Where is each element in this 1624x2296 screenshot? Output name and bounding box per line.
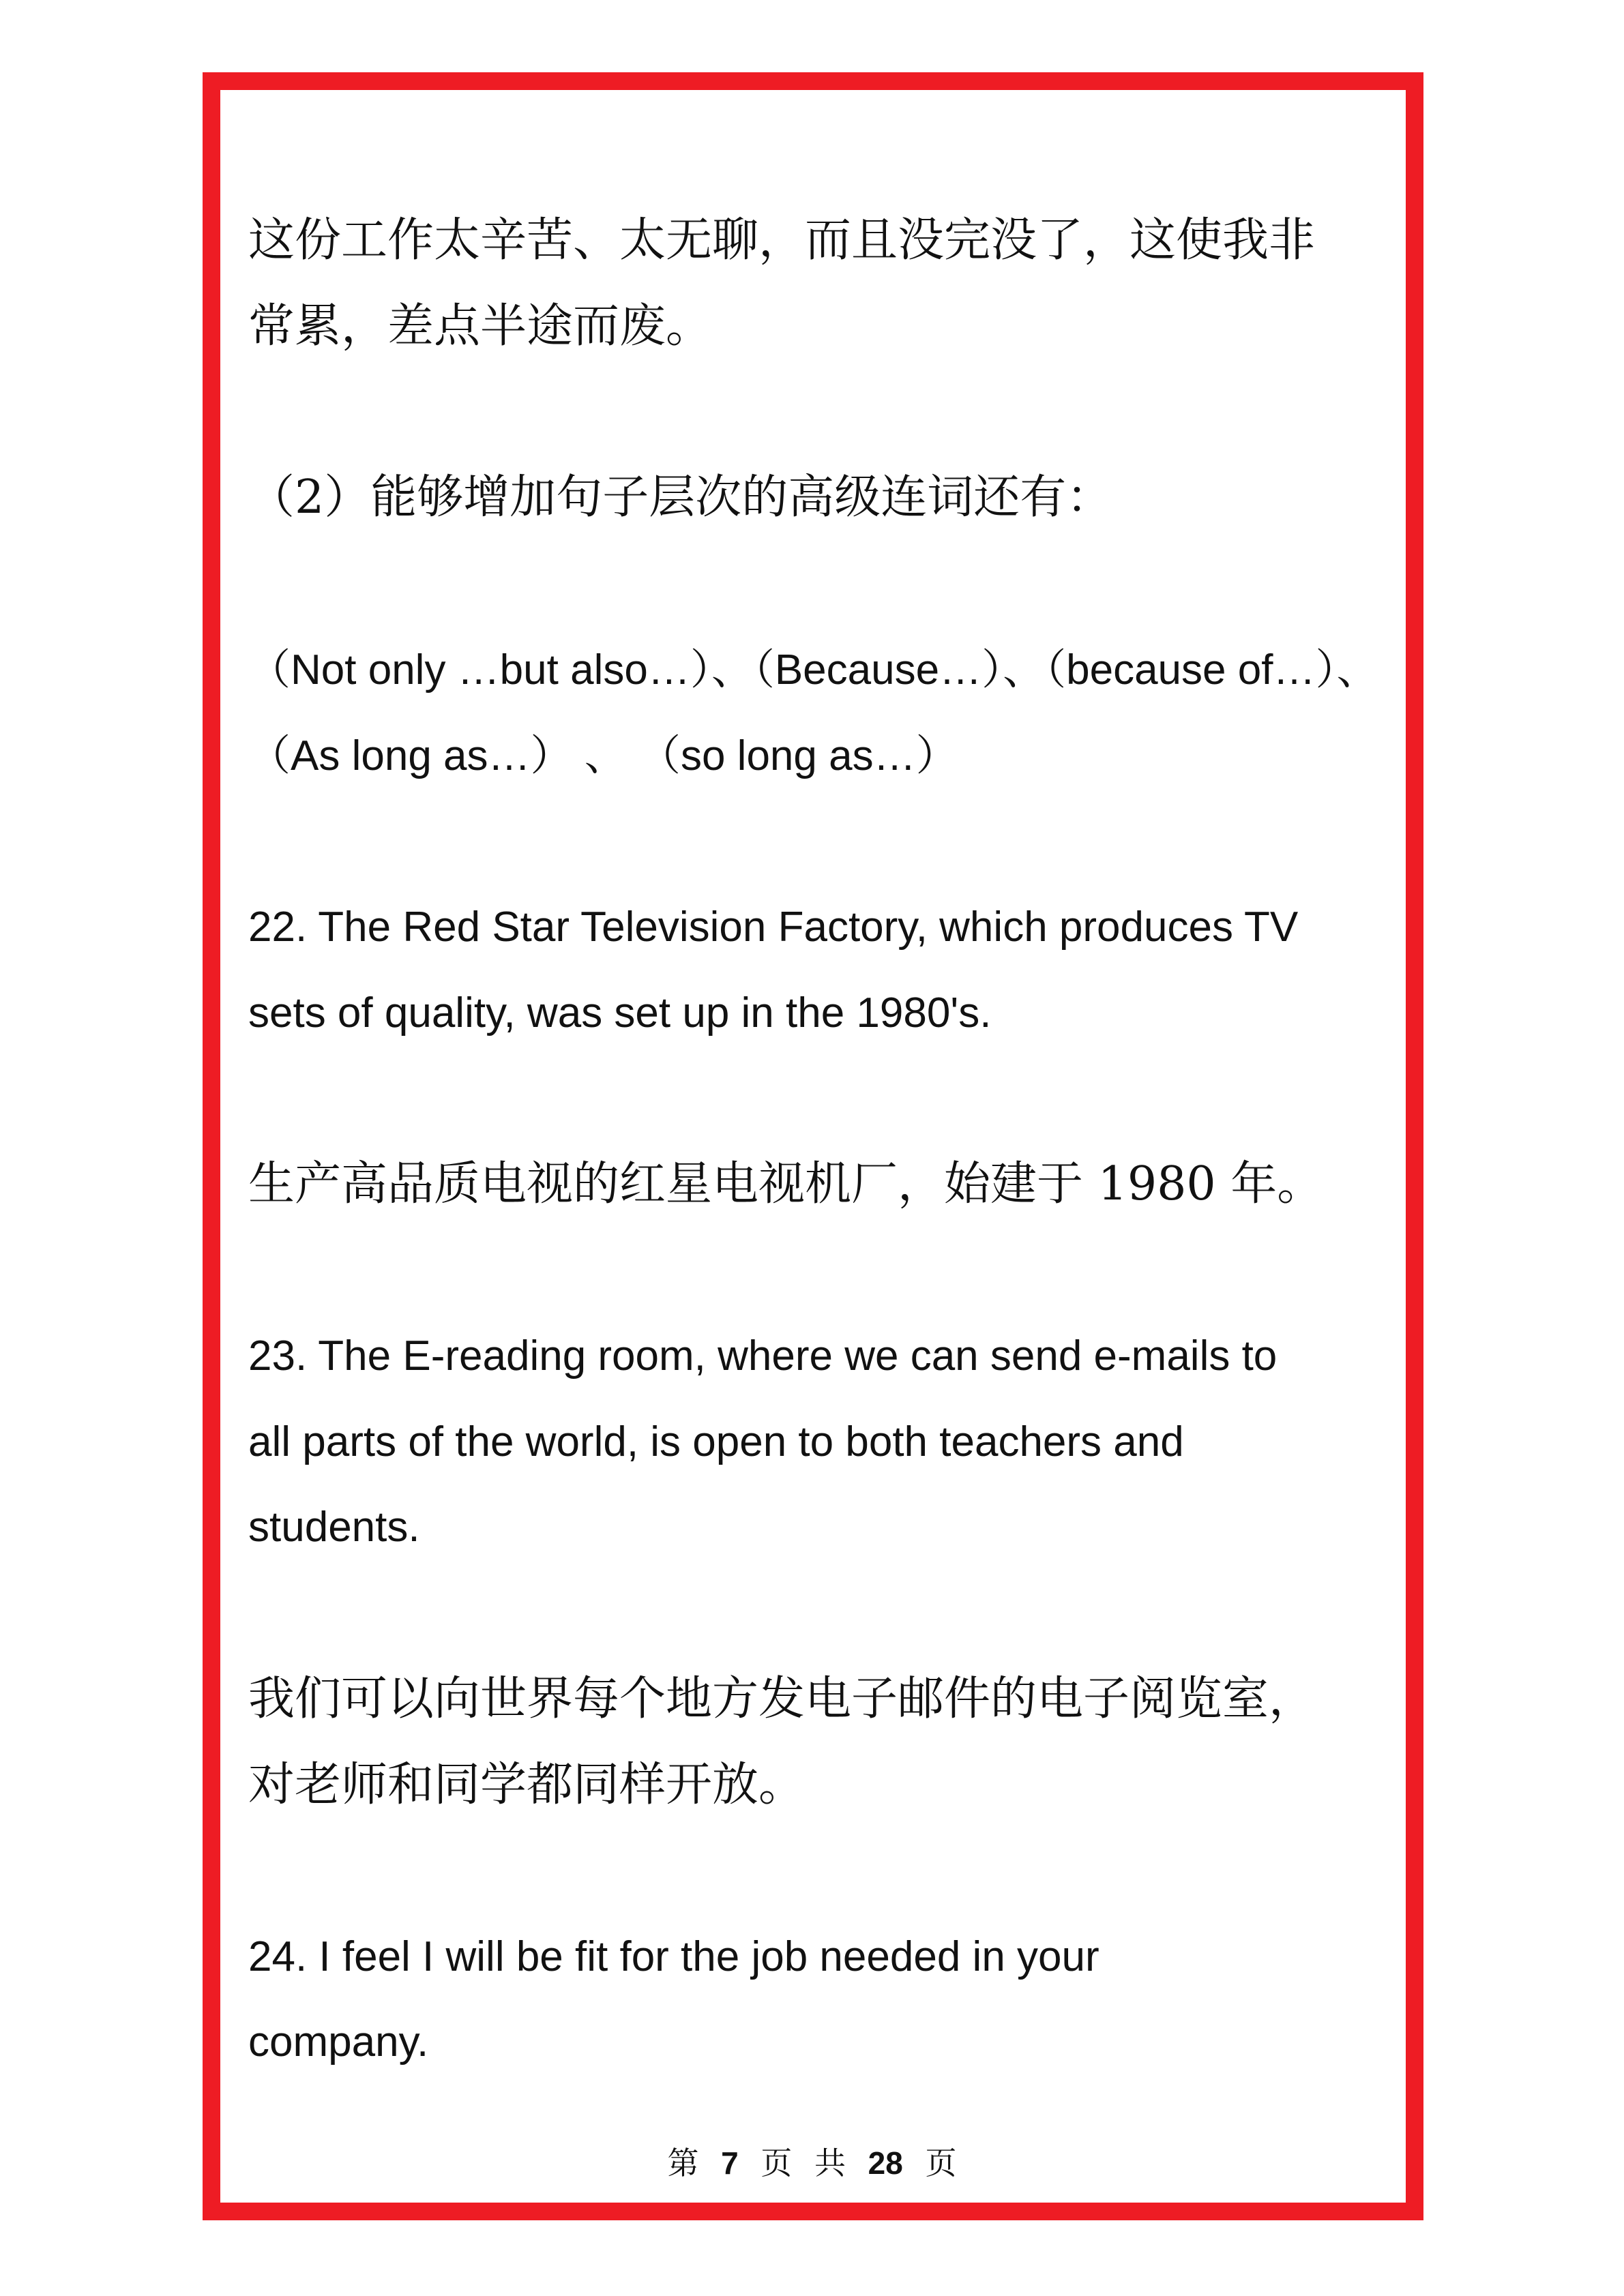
paragraph-line: 23. The E-reading room, where we can send e-mails to — [248, 1332, 1278, 1380]
paragraph-line: company. — [248, 2018, 429, 2066]
paragraph-line: sets of quality, was set up in the 1980's. — [248, 989, 992, 1037]
paragraph-line: 24. I feel I will be fit for the job needed in your — [248, 1933, 1099, 1980]
paragraph-line: 生产高品质电视的红星电视机厂，始建于 1980 年。 — [248, 1157, 1324, 1211]
paragraph-line: all parts of the world, is open to both teachers and — [248, 1418, 1184, 1465]
paragraph-line: students. — [248, 1504, 420, 1551]
paragraph-line: 对老师和同学都同样开放。 — [248, 1758, 806, 1812]
paragraph-line: （As long as…） 、 （so long as…） — [248, 732, 958, 779]
page-border — [203, 72, 1423, 2220]
paragraph-line: 这份工作太辛苦、太无聊，而且没完没了，这使我非 — [248, 213, 1316, 267]
footer-prefix: 第 — [667, 2145, 699, 2181]
paragraph-line: （2）能够增加句子层次的高级连词还有： — [248, 471, 1113, 524]
footer-total-word: 共 — [814, 2145, 846, 2181]
paragraph-line: 我们可以向世界每个地方发电子邮件的电子阅览室， — [248, 1672, 1316, 1726]
page-footer — [0, 2143, 1624, 2183]
paragraph-line: 常累，差点半途而废。 — [248, 299, 713, 353]
footer-page-word: 页 — [761, 2145, 793, 2181]
current-page-number: 7 — [721, 2145, 739, 2181]
footer-suffix: 页 — [925, 2145, 957, 2181]
paragraph-line: （Not only …but also…）、（Because…）、（because of…）、 — [248, 646, 1379, 694]
paragraph-line: 22. The Red Star Television Factory, which produces TV — [248, 904, 1299, 951]
total-page-count: 28 — [868, 2145, 903, 2181]
